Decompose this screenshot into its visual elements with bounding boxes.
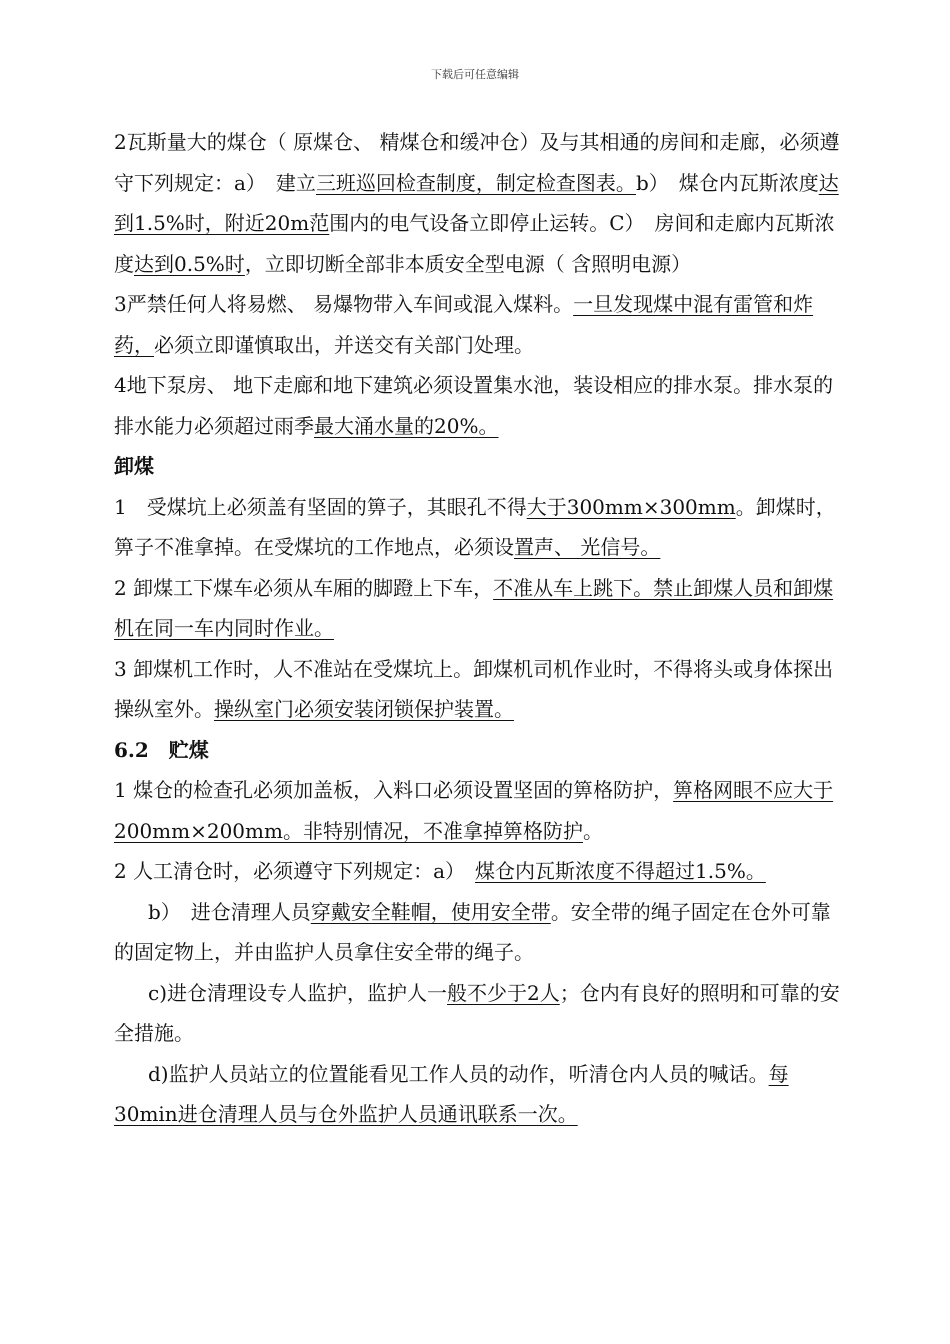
- text-segment: 围内的电气设备立即停止运转。C） 房间和走廊内瓦斯浓度: [114, 211, 835, 276]
- text-segment: 1 受煤坑上必须盖有坚固的箅子，其眼孔不得: [114, 494, 527, 519]
- underlined-text: 达到1.5%时，附近20m范: [114, 170, 839, 235]
- underlined-text: 操纵室门必须安装闭锁保护装置。: [214, 697, 514, 721]
- text-segment: 2瓦斯量大的煤仓（ 原煤仓、 精煤仓和缓冲仓）及与其相通的房间和走廊，必须遵守下列规定：a） 建立: [114, 130, 840, 195]
- text-segment: d)监护人员站立的位置能看见工作人员的动作，听清仓内人员的喊话。: [148, 1061, 769, 1086]
- text-segment: 2 人工清仓时，必须遵守下列规定：a）: [114, 859, 476, 883]
- paragraph: [114, 568, 844, 649]
- text-segment: 3 卸煤机工作时，人不准站在受煤坑上。卸煤机司机作业时，不得将头或身体探出操纵室外。: [114, 656, 834, 721]
- paragraph: [114, 892, 844, 973]
- underlined-text: 穿戴安全鞋帽，使用安全带: [310, 899, 551, 924]
- paragraph: [114, 649, 844, 730]
- underlined-text: 煤仓内瓦斯浓度不得超过1.5%。: [475, 859, 766, 883]
- text-segment: ，立即切断全部非本质安全型电源（ 含照明电源）: [244, 251, 692, 276]
- text-segment: 。: [582, 818, 603, 843]
- text-segment: 卸煤: [114, 454, 154, 478]
- paragraph: [114, 487, 844, 568]
- underlined-text: 箅格网眼不应大于200mm×200mm。非特别情况，不准拿掉箅格防护: [114, 778, 834, 843]
- section-heading: [114, 446, 844, 487]
- text-segment: 必须立即谨慎取出，并送交有关部门处理。: [154, 332, 534, 357]
- text-segment: 3严禁任何人将易燃、 易爆物带入车间或混入煤料。: [114, 292, 574, 316]
- text-segment: 6.2 贮煤: [114, 737, 209, 762]
- section-heading: [114, 730, 844, 771]
- text-segment: 2 卸煤工下煤车必须从车厢的脚蹬上下车，: [114, 575, 494, 600]
- text-segment: b） 进仓清理人员: [148, 899, 311, 924]
- paragraph: [114, 122, 844, 284]
- paragraph: [114, 973, 844, 1054]
- underlined-text: 置声、 光信号。: [514, 535, 661, 559]
- underlined-text: 不准从车上跳下。禁止卸煤人员和卸煤机在同一车内同时作业。: [114, 575, 834, 640]
- underlined-text: 三班巡回检查制度，制定检查图表。: [315, 170, 636, 195]
- text-segment: 1 煤仓的检查孔必须加盖板，入料口必须设置坚固的箅格防护，: [114, 778, 674, 802]
- paragraph: [114, 365, 844, 446]
- text-segment: 4地下泵房、 地下走廊和地下建筑必须设置集水池，装设相应的排水泵。排水泵的排水能力必须超过雨季: [114, 373, 834, 438]
- underlined-text: 般不少于2人: [447, 980, 560, 1005]
- text-segment: 。安全带的绳子固定在仓外可靠的固定物上，并由监护人员拿住安全带的绳子。: [114, 899, 831, 964]
- paragraph: [114, 284, 844, 365]
- text-segment: b） 煤仓内瓦斯浓度: [635, 170, 819, 195]
- underlined-text: 每30min进仓清理人员与仓外监护人员通讯联系一次。: [114, 1061, 789, 1126]
- paragraph: [114, 770, 844, 851]
- text-segment: ；仓内有良好的照明和可靠的安全措施。: [114, 980, 840, 1045]
- text-segment: c)进仓清理设专人监护，监护人一: [148, 980, 448, 1005]
- page-header: 下载后可任意编辑: [431, 68, 519, 81]
- paragraph: [114, 851, 844, 892]
- underlined-text: 最大涌水量的20%。: [314, 413, 499, 438]
- paragraph: [114, 1054, 844, 1135]
- underlined-text: 一旦发现煤中混有雷管和炸药，: [114, 292, 814, 357]
- underlined-text: 达到0.5%时: [134, 251, 245, 276]
- underlined-text: 大于300mm×300mm: [526, 494, 736, 519]
- text-segment: 。卸煤时，箅子不准拿掉。在受煤坑的工作地点，必须设: [114, 494, 836, 559]
- document-body: [114, 122, 844, 1135]
